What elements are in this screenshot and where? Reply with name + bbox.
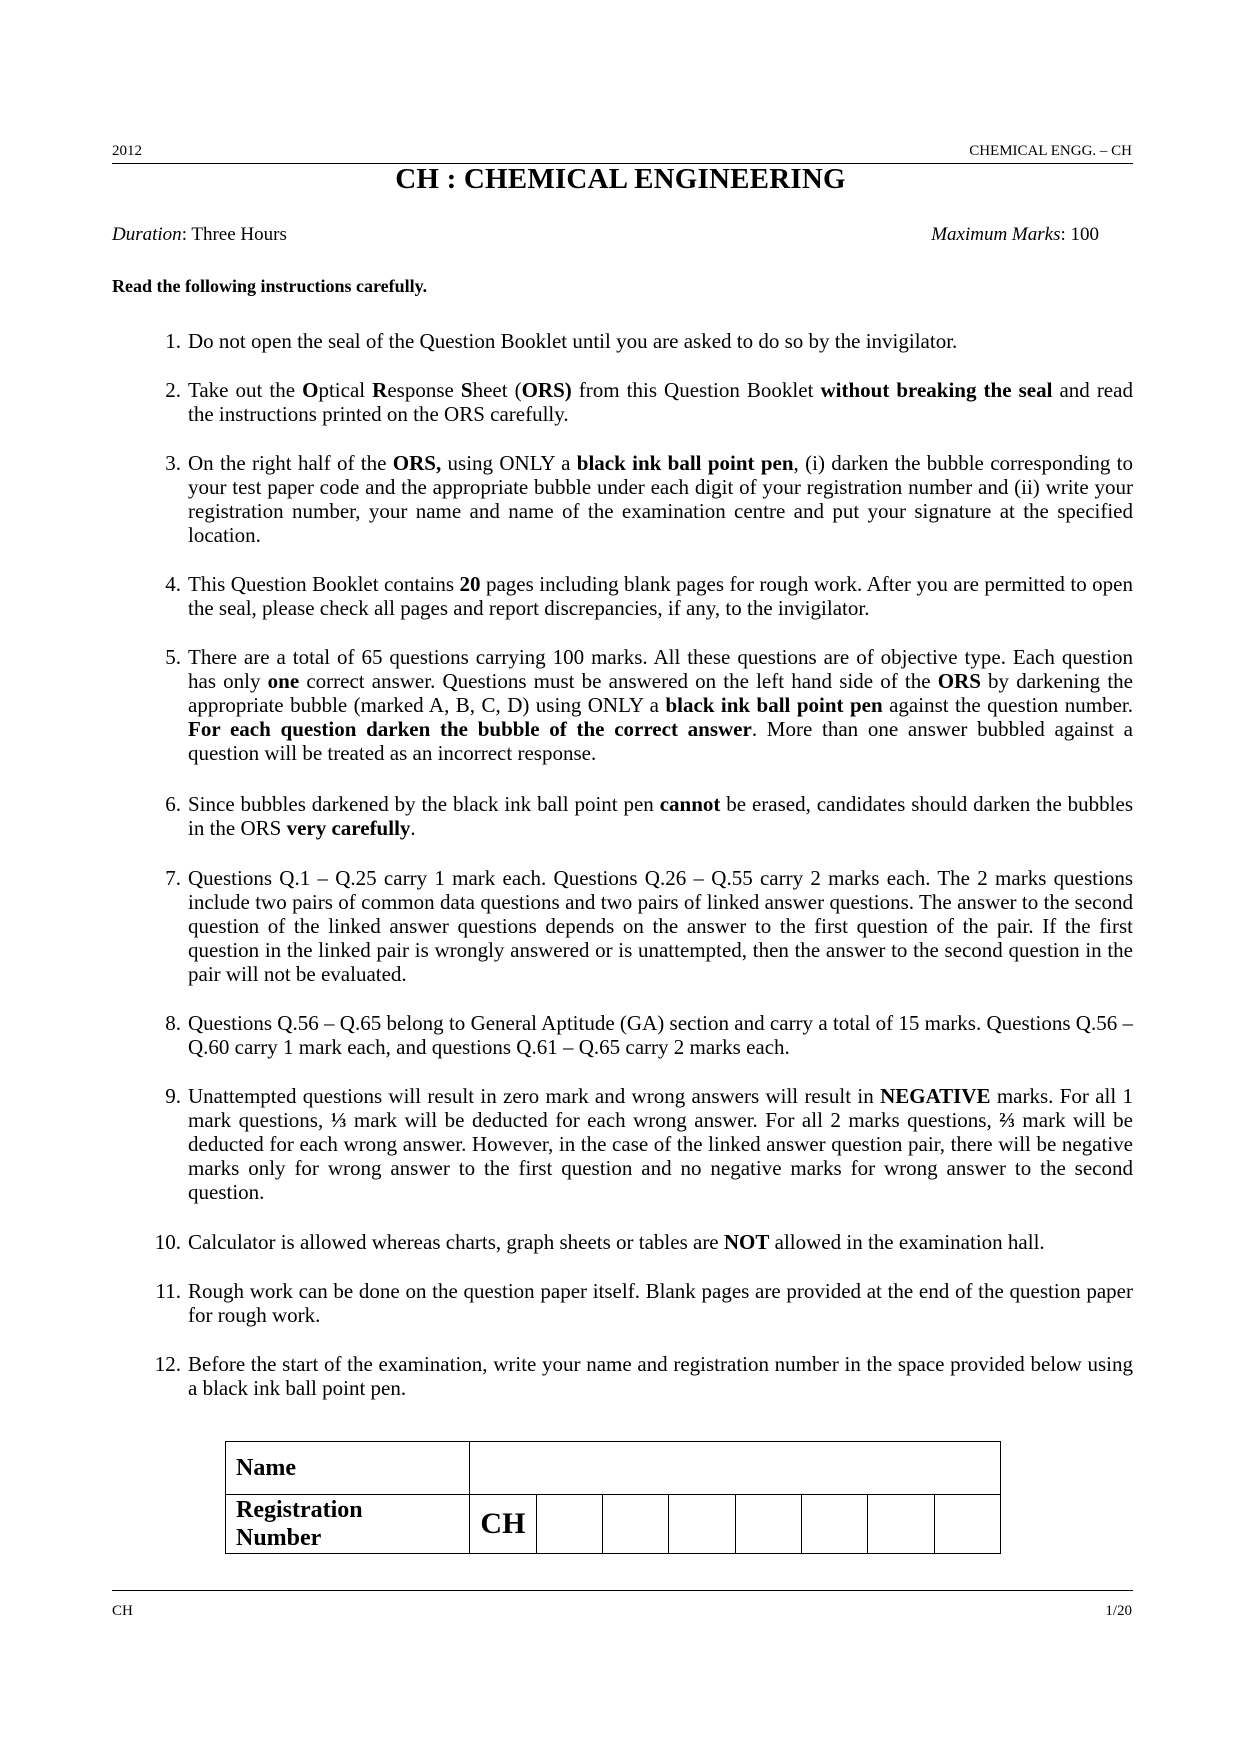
instruction-number: 9. [165, 1084, 181, 1108]
instruction-number: 11. [155, 1279, 181, 1303]
instruction-number: 3. [165, 451, 181, 475]
max-marks-label: Maximum Marks [931, 224, 1061, 245]
instruction-number: 1. [165, 329, 181, 353]
read-instructions-note: Read the following instructions carefully. [112, 276, 428, 296]
instruction-text: Do not open the seal of the Question Booklet until you are asked to do so by the invigilator. [188, 329, 958, 353]
duration-value: : Three Hours [181, 224, 287, 245]
instruction-number: 10. [154, 1230, 181, 1254]
name-label: Name [226, 1442, 470, 1495]
instruction-text: On the right half of the ORS, using ONLY a black ink ball point pen, (i) darken the bubble corresponding to your test paper code and the appropriate bubble under each digit of your registration number and (ii) write your registration number, your name and name of the examination centre and put your signature at the specified location. [188, 451, 1134, 547]
paper-code-cell: CH [470, 1495, 536, 1554]
instruction-text: Take out the Optical Response Sheet (ORS) from this Question Booklet without breaking the seal and read the instructions printed on the ORS carefully. [188, 378, 1133, 426]
instruction-number: 4. [165, 572, 181, 596]
registration-digit-box[interactable] [536, 1495, 602, 1554]
instruction-text: This Question Booklet contains 20 pages including blank pages for rough work. After you are permitted to open the seal, please check all pages and report discrepancies, if any, to the invigilator. [188, 572, 1133, 620]
instruction-number: 2. [165, 378, 181, 402]
instruction-text: Calculator is allowed whereas charts, graph sheets or tables are NOT allowed in the examination hall. [188, 1230, 1045, 1254]
instruction-text: Questions Q.1 – Q.25 carry 1 mark each. Questions Q.26 – Q.55 carry 2 marks each. The 2 marks questions include two pairs of common data questions and two pairs of linked answer questions. The answer to the second question of the linked answer questions depends on the answer to the first question of the pair. If the first question in the linked pair is wrongly answered or is unattempted, then the answer to the second question in the pair will not be evaluated. [188, 866, 1133, 986]
instruction-number: 5. [165, 645, 181, 669]
page-title: CH : CHEMICAL ENGINEERING [395, 163, 846, 195]
instruction-number: 6. [165, 792, 181, 816]
maximum-marks [931, 224, 1099, 246]
duration [112, 224, 287, 246]
header-paper-code: CHEMICAL ENGG. – CH [969, 143, 1132, 159]
instruction-text: Since bubbles darkened by the black ink ball point pen cannot be erased, candidates should darken the bubbles in the ORS very carefully. [188, 792, 1134, 840]
registration-digit-box[interactable] [669, 1495, 735, 1554]
header-year: 2012 [112, 143, 142, 159]
footer-paper-code: CH [112, 1603, 133, 1619]
instruction-text: Questions Q.56 – Q.65 belong to General Aptitude (GA) section and carry a total of 15 marks. Questions Q.56 – Q.60 carry 1 mark each, and questions Q.61 – Q.65 carry 2 marks each. [188, 1011, 1133, 1059]
registration-digit-box[interactable] [934, 1495, 1000, 1554]
registration-number-label [226, 1495, 470, 1554]
registration-label-line1: Registration [236, 1497, 363, 1523]
name-field[interactable] [470, 1442, 1001, 1495]
instruction-text: Before the start of the examination, write your name and registration number in the space provided below using a black ink ball point pen. [188, 1352, 1133, 1400]
registration-digit-box[interactable] [868, 1495, 934, 1554]
registration-digit-box[interactable] [602, 1495, 668, 1554]
registration-label-line2: Number [236, 1525, 322, 1551]
footer-rule [112, 1590, 1133, 1591]
registration-digit-box[interactable] [735, 1495, 801, 1554]
max-marks-value: : 100 [1060, 224, 1099, 245]
name-registration-table [225, 1441, 1001, 1554]
instruction-text: Unattempted questions will result in zero mark and wrong answers will result in NEGATIVE marks. For all 1 mark questions, ⅓ mark will be deducted for each wrong answer. For all 2 marks questions, ⅔ mark will be deducted for each wrong answer. However, in the case of the linked answer question pair, there will be negative marks only for wrong answer to the first question and no negative marks for wrong answer to the second question. [188, 1084, 1134, 1204]
page-number: 1/20 [1105, 1603, 1132, 1619]
instruction-number: 12. [154, 1352, 181, 1376]
instruction-number: 8. [165, 1011, 181, 1035]
instruction-text: There are a total of 65 questions carrying 100 marks. All these questions are of objective type. Each question has only one correct answer. Questions must be answered on the left hand side of the ORS by darkening the appropriate bubble (marked A, B, C, D) using ONLY a black ink ball point pen against the question number. For each question darken the bubble of the correct answer. More than one answer bubbled against a question will be treated as an incorrect response. [188, 645, 1133, 765]
instruction-text: Rough work can be done on the question paper itself. Blank pages are provided at the end of the question paper for rough work. [188, 1279, 1133, 1327]
registration-digit-box[interactable] [801, 1495, 867, 1554]
instruction-number: 7. [165, 866, 181, 890]
duration-label: Duration [112, 224, 182, 245]
